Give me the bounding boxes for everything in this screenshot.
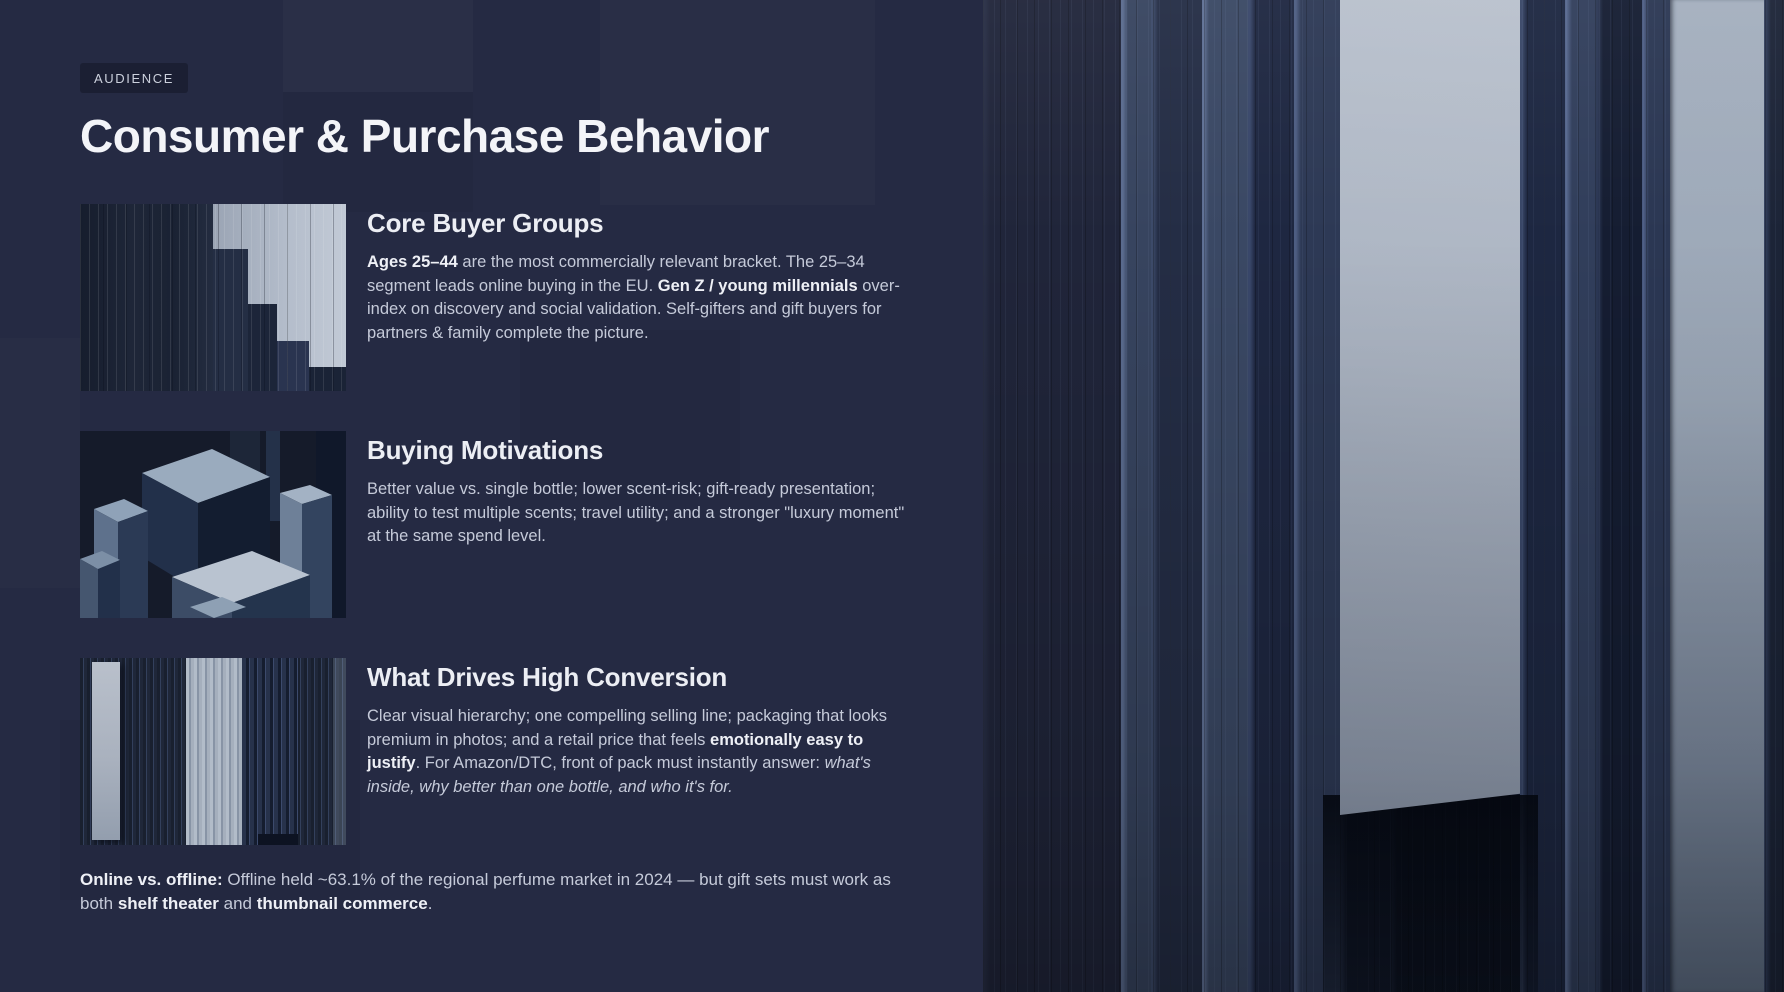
ribbed-panels-art: [242, 658, 298, 845]
hero-light-panel: [1340, 0, 1520, 815]
section-heading: What Drives High Conversion: [367, 662, 728, 693]
section-heading: Buying Motivations: [367, 435, 604, 466]
ribbed-panels-art: [258, 834, 298, 845]
section-text: [367, 204, 910, 391]
page-title: Consumer & Purchase Behavior: [80, 110, 770, 162]
isometric-blocks-art: [80, 431, 346, 618]
section-text: [367, 658, 910, 845]
ribbed-panels-art: [186, 658, 242, 845]
section-body: Clear visual hierarchy; one compelling selling line; packaging that looks premium in photos; and a retail price that feels emotionally easy to justify. For Amazon/DTC, front of pack must instantly answer: what's inside, why better than one bottle, and who it's for.: [367, 707, 888, 796]
section-what-drives-high-conversion: [80, 658, 910, 845]
section-heading: Core Buyer Groups: [367, 208, 604, 239]
hero-light-column: [1670, 0, 1764, 992]
section-text: [367, 431, 910, 618]
section-list: [80, 204, 910, 845]
section-buying-motivations: [80, 431, 910, 618]
eyebrow-badge: AUDIENCE: [80, 63, 188, 93]
hero-image: [983, 0, 1784, 992]
hero-panel-shadow: [1323, 795, 1538, 992]
stepped-bars-art: [80, 204, 346, 391]
section-body: Better value vs. single bottle; lower scent-risk; gift-ready presentation; ability to test multiple scents; travel utility; and a stronger "luxury moment" at the same spend level.: [367, 480, 905, 546]
footnote: Online vs. offline: Offline held ~63.1% of the regional perfume market in 2024 — but gift sets must work as both shelf theater and thumbnail commerce.: [80, 870, 891, 913]
isometric-blocks-thumbnail-image: [80, 431, 346, 618]
stepped-bars-thumbnail-image: [80, 204, 346, 391]
background-patch: [0, 338, 80, 588]
ribbed-panels-art: [333, 658, 346, 845]
ribbed-panels-art: [92, 662, 120, 840]
section-core-buyer-groups: [80, 204, 910, 391]
content-column: [80, 63, 910, 845]
section-body: Ages 25–44 are the most commercially relevant bracket. The 25–34 segment leads online buying in the EU. Gen Z / young millennials over-index on discovery and social validation. Self-gifters and gift buyers for partners & family complete the picture.: [367, 253, 900, 342]
ribbed-panels-thumbnail-image: [80, 658, 346, 845]
